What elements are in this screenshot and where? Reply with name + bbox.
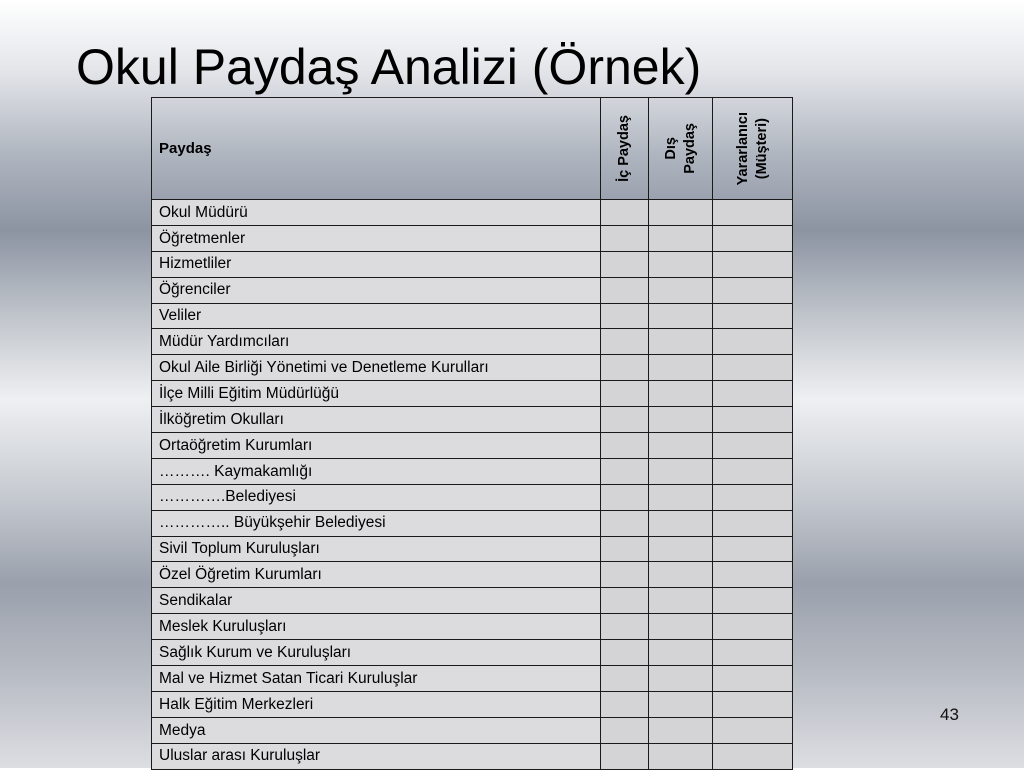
external-cell xyxy=(649,277,713,303)
beneficiary-cell xyxy=(713,640,793,666)
internal-cell xyxy=(601,458,649,484)
table-row xyxy=(152,666,793,692)
internal-cell xyxy=(601,614,649,640)
table-header-row xyxy=(152,98,793,200)
internal-cell xyxy=(601,225,649,251)
table-row xyxy=(152,251,793,277)
internal-cell xyxy=(601,640,649,666)
external-cell xyxy=(649,458,713,484)
stakeholder-name-cell: Müdür Yardımcıları xyxy=(152,329,601,355)
beneficiary-cell xyxy=(713,458,793,484)
slide-number: 43 xyxy=(940,705,959,724)
internal-cell xyxy=(601,743,649,769)
table-row xyxy=(152,329,793,355)
table-row xyxy=(152,433,793,459)
stakeholder-name-cell: ………….. Büyükşehir Belediyesi xyxy=(152,510,601,536)
external-cell xyxy=(649,743,713,769)
stakeholder-name-cell: Hizmetliler xyxy=(152,251,601,277)
beneficiary-cell xyxy=(713,381,793,407)
internal-cell xyxy=(601,251,649,277)
slide-title: Okul Paydaş Analizi (Örnek) xyxy=(76,39,702,95)
external-cell xyxy=(649,200,713,226)
beneficiary-cell xyxy=(713,225,793,251)
stakeholder-name-cell: Okul Aile Birliği Yönetimi ve Denetleme Kurulları xyxy=(152,355,601,381)
internal-cell xyxy=(601,666,649,692)
table-row xyxy=(152,355,793,381)
stakeholder-name-cell: Sendikalar xyxy=(152,588,601,614)
beneficiary-cell xyxy=(713,510,793,536)
beneficiary-cell xyxy=(713,536,793,562)
internal-cell xyxy=(601,200,649,226)
stakeholder-name-cell: ………. Kaymakamlığı xyxy=(152,458,601,484)
beneficiary-cell xyxy=(713,614,793,640)
stakeholder-name-cell: İlköğretim Okulları xyxy=(152,407,601,433)
table-row xyxy=(152,743,793,769)
beneficiary-cell xyxy=(713,691,793,717)
beneficiary-cell xyxy=(713,329,793,355)
table-row xyxy=(152,381,793,407)
table-row xyxy=(152,640,793,666)
stakeholder-name-cell: ………….Belediyesi xyxy=(152,484,601,510)
beneficiary-cell xyxy=(713,666,793,692)
table-row xyxy=(152,562,793,588)
external-cell xyxy=(649,666,713,692)
internal-cell xyxy=(601,433,649,459)
table-row xyxy=(152,588,793,614)
header-beneficiary xyxy=(713,98,793,200)
beneficiary-cell xyxy=(713,717,793,743)
stakeholder-name-cell: Uluslar arası Kuruluşlar xyxy=(152,743,601,769)
beneficiary-cell xyxy=(713,743,793,769)
table-row xyxy=(152,717,793,743)
header-external-label-1: Dış xyxy=(663,137,680,160)
internal-cell xyxy=(601,562,649,588)
external-cell xyxy=(649,329,713,355)
external-cell xyxy=(649,588,713,614)
table-row xyxy=(152,303,793,329)
header-beneficiary-label-1: Yararlanıcı xyxy=(735,111,752,186)
external-cell xyxy=(649,640,713,666)
stakeholder-name-cell: İlçe Milli Eğitim Müdürlüğü xyxy=(152,381,601,407)
internal-cell xyxy=(601,381,649,407)
stakeholder-name-cell: Veliler xyxy=(152,303,601,329)
internal-cell xyxy=(601,407,649,433)
internal-cell xyxy=(601,355,649,381)
internal-cell xyxy=(601,536,649,562)
external-cell xyxy=(649,484,713,510)
table-row xyxy=(152,458,793,484)
external-cell xyxy=(649,717,713,743)
external-cell xyxy=(649,433,713,459)
table-body xyxy=(152,200,793,770)
external-cell xyxy=(649,562,713,588)
table-row xyxy=(152,510,793,536)
beneficiary-cell xyxy=(713,562,793,588)
table-row xyxy=(152,225,793,251)
external-cell xyxy=(649,510,713,536)
external-cell xyxy=(649,536,713,562)
header-internal-label: İç Paydaş xyxy=(616,115,633,182)
external-cell xyxy=(649,225,713,251)
header-beneficiary-label-2: (Müşteri) xyxy=(753,117,770,180)
stakeholder-name-cell: Sağlık Kurum ve Kuruluşları xyxy=(152,640,601,666)
stakeholder-name-cell: Halk Eğitim Merkezleri xyxy=(152,691,601,717)
beneficiary-cell xyxy=(713,277,793,303)
table-row xyxy=(152,277,793,303)
beneficiary-cell xyxy=(713,484,793,510)
stakeholder-name-cell: Ortaöğretim Kurumları xyxy=(152,433,601,459)
table-row xyxy=(152,200,793,226)
beneficiary-cell xyxy=(713,355,793,381)
internal-cell xyxy=(601,484,649,510)
external-cell xyxy=(649,691,713,717)
header-external-label-2: Paydaş xyxy=(681,123,698,174)
stakeholder-name-cell: Özel Öğretim Kurumları xyxy=(152,562,601,588)
internal-cell xyxy=(601,717,649,743)
external-cell xyxy=(649,251,713,277)
header-internal-stakeholder xyxy=(601,98,649,200)
beneficiary-cell xyxy=(713,588,793,614)
beneficiary-cell xyxy=(713,303,793,329)
internal-cell xyxy=(601,303,649,329)
table-row xyxy=(152,536,793,562)
stakeholder-name-cell: Medya xyxy=(152,717,601,743)
stakeholder-name-cell: Öğrenciler xyxy=(152,277,601,303)
stakeholder-name-cell: Mal ve Hizmet Satan Ticari Kuruluşlar xyxy=(152,666,601,692)
external-cell xyxy=(649,407,713,433)
internal-cell xyxy=(601,510,649,536)
table-row xyxy=(152,691,793,717)
header-stakeholder: Paydaş xyxy=(152,98,601,200)
header-external-stakeholder xyxy=(649,98,713,200)
beneficiary-cell xyxy=(713,433,793,459)
internal-cell xyxy=(601,588,649,614)
table-row xyxy=(152,614,793,640)
internal-cell xyxy=(601,691,649,717)
internal-cell xyxy=(601,277,649,303)
external-cell xyxy=(649,614,713,640)
internal-cell xyxy=(601,329,649,355)
stakeholder-name-cell: Okul Müdürü xyxy=(152,200,601,226)
table-row xyxy=(152,484,793,510)
beneficiary-cell xyxy=(713,407,793,433)
external-cell xyxy=(649,303,713,329)
external-cell xyxy=(649,355,713,381)
stakeholder-table xyxy=(151,97,793,770)
stakeholder-name-cell: Sivil Toplum Kuruluşları xyxy=(152,536,601,562)
external-cell xyxy=(649,381,713,407)
stakeholder-name-cell: Meslek Kuruluşları xyxy=(152,614,601,640)
stakeholder-name-cell: Öğretmenler xyxy=(152,225,601,251)
table-row xyxy=(152,407,793,433)
beneficiary-cell xyxy=(713,200,793,226)
beneficiary-cell xyxy=(713,251,793,277)
